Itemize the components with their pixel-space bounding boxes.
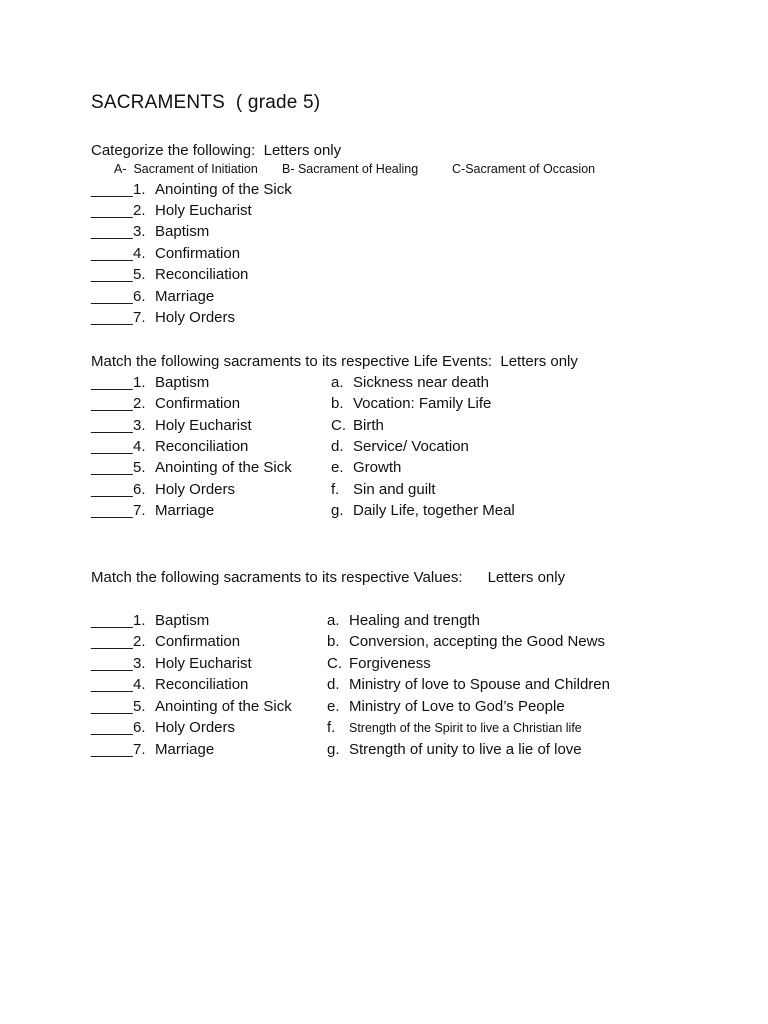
choice-letter: d. (331, 438, 344, 455)
item-label: Confirmation (155, 395, 241, 412)
item-number: 1. (133, 374, 146, 391)
choice-letter: d. (327, 676, 340, 693)
item-number: 2. (133, 202, 146, 219)
choice-letter: g. (331, 502, 344, 519)
section2-heading: Match the following sacraments to its respective Life Events: Letters only (91, 353, 578, 370)
item-number: 5. (133, 459, 146, 476)
choice-letter: b. (331, 395, 344, 412)
answer-blank[interactable]: _____ (91, 612, 133, 629)
choice-text: Strength of the Spirit to live a Christian life (349, 721, 582, 735)
answer-blank[interactable]: _____ (91, 438, 133, 455)
answer-blank[interactable]: _____ (91, 374, 133, 391)
item-label: Reconciliation (155, 676, 249, 693)
answer-blank[interactable]: _____ (91, 698, 133, 715)
item-label: Marriage (155, 741, 215, 758)
answer-blank[interactable]: _____ (91, 655, 133, 672)
choice-text: Strength of unity to live a lie of love (349, 741, 582, 758)
item-number: 4. (133, 245, 146, 262)
item-label: Anointing of the Sick (155, 181, 292, 198)
page-title: SACRAMENTS ( grade 5) (91, 92, 321, 113)
answer-blank[interactable]: _____ (91, 676, 133, 693)
item-number: 2. (133, 395, 146, 412)
item-label: Holy Orders (155, 719, 236, 736)
item-number: 7. (133, 741, 146, 758)
item-number: 4. (133, 676, 146, 693)
answer-blank[interactable]: _____ (91, 481, 133, 498)
item-label: Reconciliation (155, 266, 249, 283)
answer-blank[interactable]: _____ (91, 245, 133, 262)
answer-blank[interactable]: _____ (91, 459, 133, 476)
choice-text: Sin and guilt (353, 481, 436, 498)
choice-letter: e. (331, 459, 344, 476)
choice-letter: C. (331, 417, 346, 434)
answer-blank[interactable]: _____ (91, 417, 133, 434)
section1-heading: Categorize the following: Letters only (91, 142, 342, 159)
choice-letter: b. (327, 633, 340, 650)
item-number: 3. (133, 223, 146, 240)
item-number: 2. (133, 633, 146, 650)
legend-initiation: A- Sacrament of Initiation (114, 162, 258, 176)
item-label: Holy Orders (155, 481, 236, 498)
answer-blank[interactable]: _____ (91, 633, 133, 650)
choice-text: Forgiveness (349, 655, 431, 672)
item-number: 1. (133, 181, 146, 198)
choice-text: Conversion, accepting the Good News (349, 633, 605, 650)
item-label: Holy Eucharist (155, 655, 252, 672)
item-label: Baptism (155, 612, 210, 629)
choice-letter: f. (327, 719, 336, 736)
choice-text: Daily Life, together Meal (353, 502, 515, 519)
item-label: Reconciliation (155, 438, 249, 455)
item-number: 3. (133, 655, 146, 672)
choice-text: Healing and trength (349, 612, 480, 629)
answer-blank[interactable]: _____ (91, 395, 133, 412)
item-label: Confirmation (155, 633, 241, 650)
answer-blank[interactable]: _____ (91, 181, 133, 198)
item-number: 1. (133, 612, 146, 629)
choice-letter: C. (327, 655, 342, 672)
choice-text: Birth (353, 417, 384, 434)
choice-letter: f. (331, 481, 340, 498)
item-label: Holy Eucharist (155, 202, 252, 219)
section3-heading: Match the following sacraments to its respective Values: Letters only (91, 569, 566, 586)
item-number: 4. (133, 438, 146, 455)
item-number: 6. (133, 719, 146, 736)
item-label: Baptism (155, 223, 210, 240)
answer-blank[interactable]: _____ (91, 223, 133, 240)
answer-blank[interactable]: _____ (91, 202, 133, 219)
choice-text: Growth (353, 459, 402, 476)
item-label: Anointing of the Sick (155, 459, 292, 476)
item-label: Marriage (155, 288, 215, 305)
choice-text: Ministry of Love to God’s People (349, 698, 565, 715)
choice-text: Service/ Vocation (353, 438, 469, 455)
answer-blank[interactable]: _____ (91, 288, 133, 305)
legend-occasion: C-Sacrament of Occasion (452, 162, 596, 176)
item-label: Confirmation (155, 245, 241, 262)
item-label: Holy Eucharist (155, 417, 252, 434)
answer-blank[interactable]: _____ (91, 502, 133, 519)
legend-healing: B- Sacrament of Healing (282, 162, 419, 176)
item-number: 5. (133, 266, 146, 283)
choice-text: Vocation: Family Life (353, 395, 492, 412)
item-number: 5. (133, 698, 146, 715)
choice-letter: a. (327, 612, 340, 629)
item-label: Anointing of the Sick (155, 698, 292, 715)
item-label: Marriage (155, 502, 215, 519)
choice-letter: a. (331, 374, 344, 391)
choice-letter: g. (327, 741, 340, 758)
choice-text: Sickness near death (353, 374, 489, 391)
answer-blank[interactable]: _____ (91, 266, 133, 283)
answer-blank[interactable]: _____ (91, 719, 133, 736)
item-label: Holy Orders (155, 309, 236, 326)
item-number: 7. (133, 502, 146, 519)
answer-blank[interactable]: _____ (91, 741, 133, 758)
item-label: Baptism (155, 374, 210, 391)
item-number: 7. (133, 309, 146, 326)
item-number: 6. (133, 481, 146, 498)
item-number: 3. (133, 417, 146, 434)
choice-letter: e. (327, 698, 340, 715)
item-number: 6. (133, 288, 146, 305)
answer-blank[interactable]: _____ (91, 309, 133, 326)
choice-text: Ministry of love to Spouse and Children (349, 676, 610, 693)
